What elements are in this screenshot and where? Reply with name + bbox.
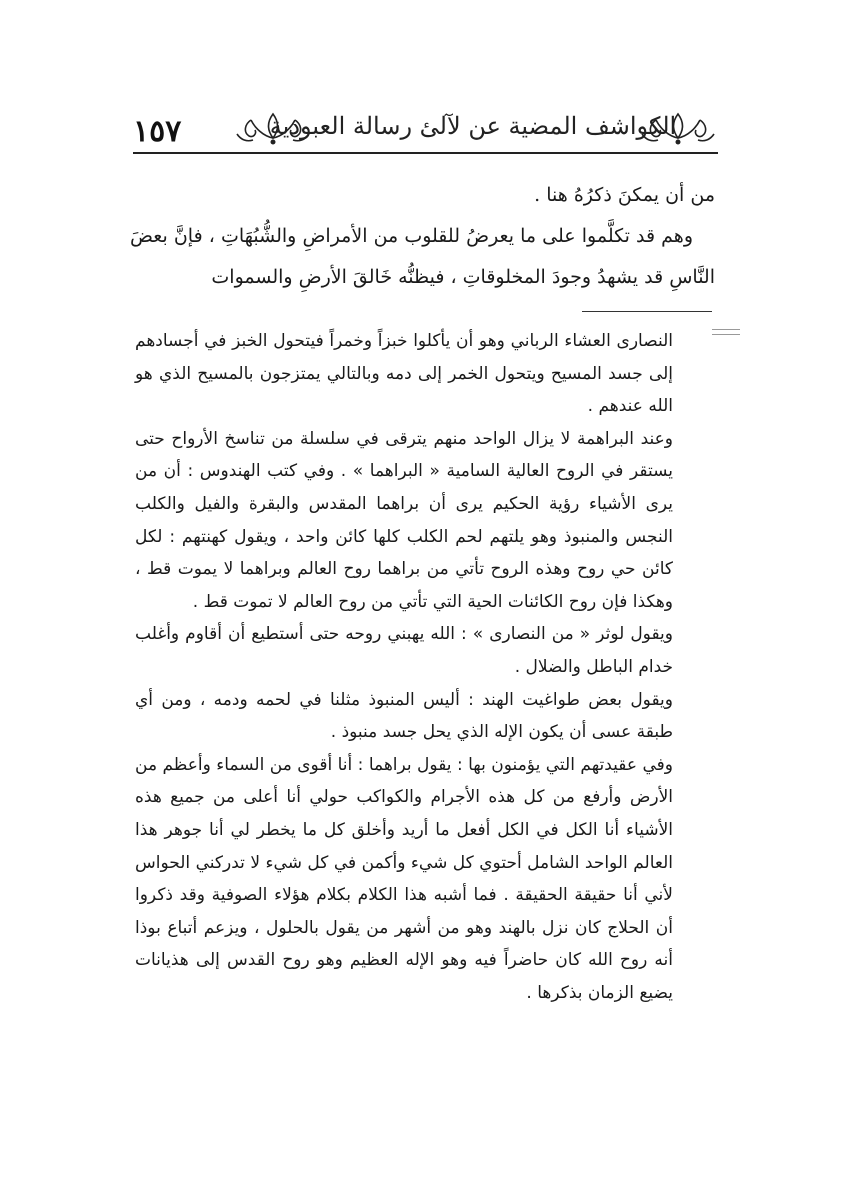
page-number: ١٥٧ [133,114,182,149]
page-header [133,106,718,154]
main-paragraph: من أن يمكنَ ذكرُهُ هنا . [534,184,715,206]
header-rule [133,152,718,154]
main-paragraph: وهم قد تكلَّموا على ما يعرضُ للقلوب من الأمراضِ والشُّبُهَاتِ ، فإنَّ بعضَ النَّاسِ قد يشهدُ وجودَ المخلوقاتِ ، فيظنُّه خَالقَ الأرضِ والسموات [130,225,715,288]
running-title: الكواشف المضية عن لآلئ رسالة العبودية [269,112,677,140]
footnote-separator [582,311,712,312]
footnote-paragraph: ويقول بعض طواغيت الهند : أليس المنبوذ مثلنا في لحمه ودمه ، ومن أي طبقة عسى أن يكون الإله الذي يحل جسد منبوذ . [135,689,673,743]
footnote-paragraph: ويقول لوثر « من النصارى » : الله يهبني روحه حتى أستطيع أن أقاوم وأغلب خدام الباطل والضلال . [135,624,673,677]
main-text [130,175,715,298]
footnote-paragraph: وعند البراهمة لا يزال الواحد منهم يترقى في سلسلة من تناسخ الأرواح حتى يستقر في الروح العالية السامية « البراهما » . وفي كتب الهندوس : أن من يرى الأشياء رؤية الحكيم يرى أن براهما المقدس والبقرة والفيل والكلب النجس والمنبوذ وهو يلتهم لحم الكلب كلها كائن واحد ، ويقول كهنتهم : لكل كائن حي روح وهذه الروح تأتي من براهما روح العالم وبراهما لا يموت قط ، وهكذا فإن روح الكائنات الحية التي تأتي من روح العالم لا تموت قط . [135,428,673,612]
floral-ornament-icon [638,108,718,148]
footnotes [135,325,673,1009]
footnote-paragraph: وفي عقيدتهم التي يؤمنون بها : يقول براهما : أنا أقوى من السماء وأعظم من الأرض وأرفع من كل هذه الأجرام والكواكب حولي أنا أعلى من جميع هذه الأشياء أنا الكل في الكل أفعل ما أريد وأخلق كل ما يخطر لي أنا جوهر هذا العالم الواحد الشامل أحتوي كل شيء وأكمن في كل شيء لا تدركني الحواس لأني أنا حقيقة الحقيقة . فما أشبه هذا الكلام بكلام هؤلاء الصوفية وقد ذكروا أن الحلاج كان نزل بالهند وهو من أشهر من يقول بالحلول ، ويزعم أتباع بوذا أنه روح الله كان حاضراً فيه وهو الإله العظيم وهو روح القدس إلى هذيانات يضيع الزمان بذكرها . [135,754,673,1003]
margin-mark [712,329,740,335]
footnote-paragraph: النصارى العشاء الرباني وهو أن يأكلوا خبزاً وخمراً فيتحول الخبز في أجسادهم إلى جسد المسيح ويتحول الخمر إلى دمه وبالتالي يمتزجون بالمسيح الذي هو الله عندهم . [135,331,673,417]
